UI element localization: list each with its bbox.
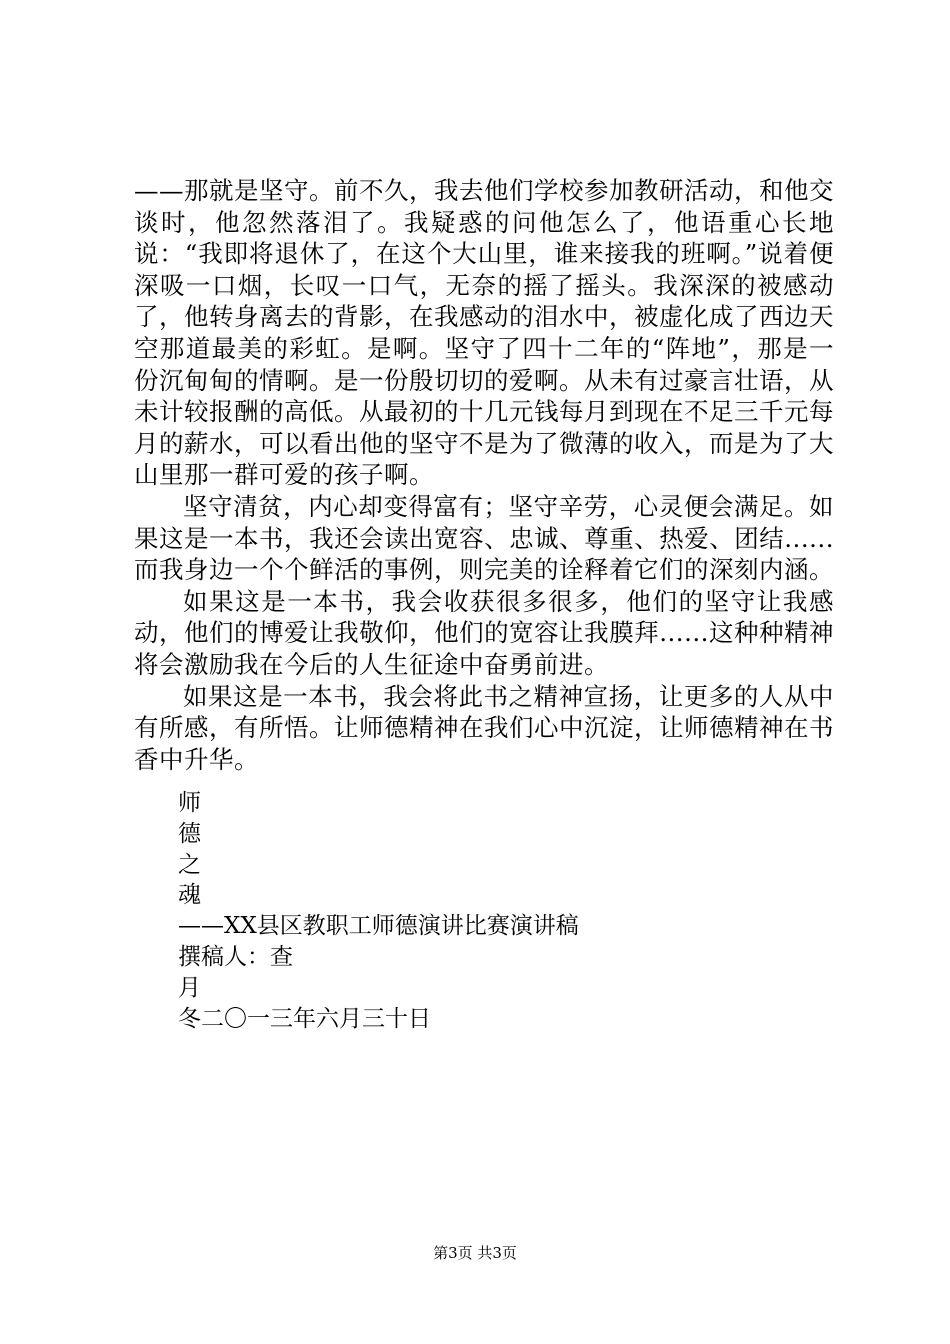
author-line-continued: 月 <box>178 974 201 1001</box>
title-char-2: 德 <box>178 820 201 847</box>
speech-date: 冬二〇一三年六月三十日 <box>178 1005 431 1032</box>
paragraph-4: 如果这是一本书，我会将此书之精神宣扬，让更多的人从中有所感，有所悟。让师德精神在我们心中沉淀，让师德精神在书香中升华。 <box>134 681 834 774</box>
closing-block <box>178 788 828 1034</box>
title-char-1: 师 <box>178 790 201 816</box>
page-footer: 第3页 共3页 <box>433 1244 517 1262</box>
author-line: 撰稿人：查 <box>178 943 293 970</box>
title-char-3: 之 <box>178 851 201 878</box>
speech-subtitle: ——XX县区教职工师德演讲比赛演讲稿 <box>178 913 579 940</box>
body-text <box>134 175 834 775</box>
paragraph-3: 如果这是一本书，我会收获很多很多，他们的坚守让我感动，他们的博爱让我敬仰，他们的宽容让我膜拜......这种种精神将会激励我在今后的人生征途中奋勇前进。 <box>134 586 834 679</box>
title-char-4: 魂 <box>178 882 201 909</box>
paragraph-2: 坚守清贫，内心却变得富有；坚守辛劳，心灵便会满足。如果这是一本书，我还会读出宽容、忠诚、尊重、热爱、团结......而我身边一个个鲜活的事例，则完美的诠释着它们的深刻内涵。 <box>134 491 834 585</box>
paragraph-1: ——那就是坚守。前不久，我去他们学校参加教研活动，和他交谈时，他忽然落泪了。我疑惑的问他怎么了，他语重心长地说：“我即将退休了，在这个大山里，谁来接我的班啊。”说着便深吸一口烟，长叹一口气，无奈的摇了摇头。我深深的被感动了，他转身离去的背影，在我感动的泪水中，被虚化成了西边天空那道最美的彩虹。是啊。坚守了四十二年的“阵地”，那是一份沉甸甸的情啊。是一份殷切切的爱啊。从未有过豪言壮语，从未计较报酬的高低。从最初的十几元钱每月到现在不足三千元每月的薪水，可以看出他的坚守不是为了微薄的收入，而是为了大山里那一群可爱的孩子啊。 <box>134 176 834 490</box>
